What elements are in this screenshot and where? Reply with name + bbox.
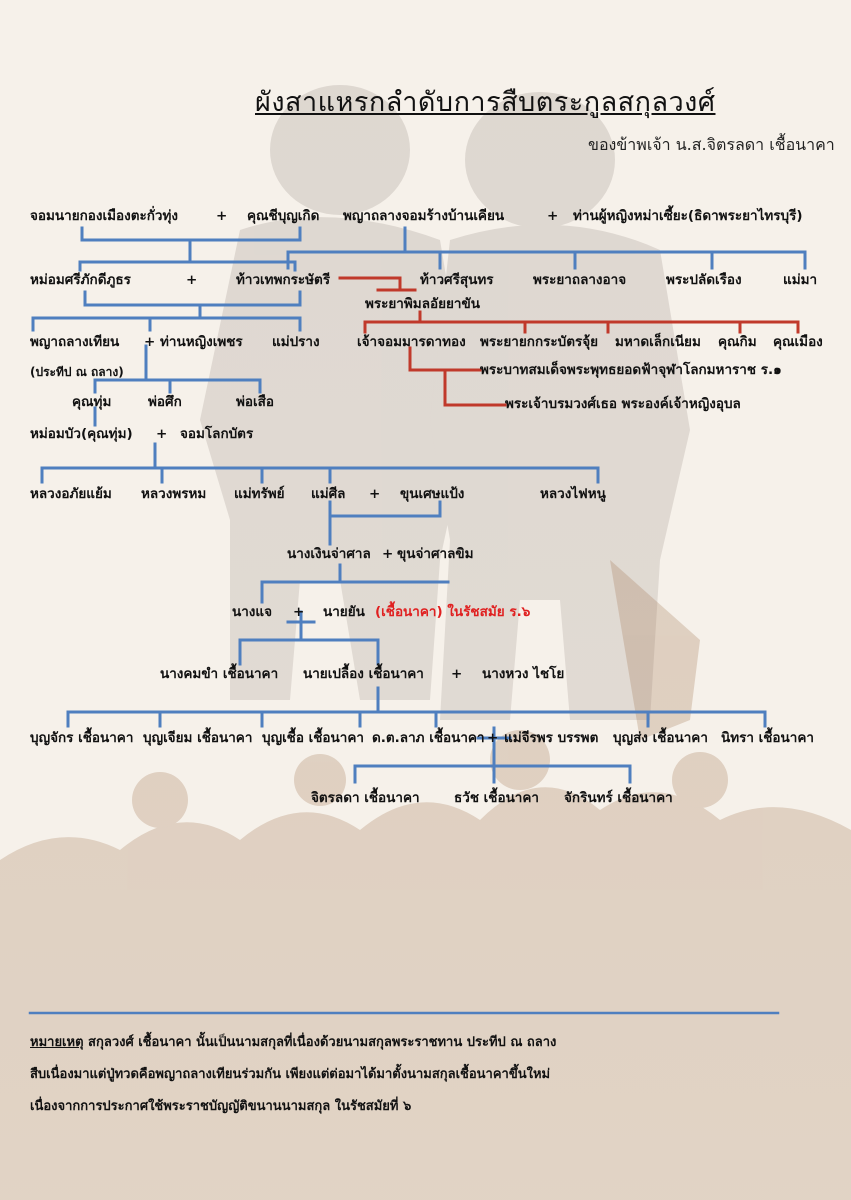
plus-sign: +: [216, 208, 228, 224]
plus-sign: +: [382, 546, 394, 562]
node-chitlada: จิตรลดา เชื้อนาคา: [311, 790, 420, 806]
plus-sign: +: [451, 666, 463, 682]
node-bunchiam: บุญเจียม เชื้อนาคา: [143, 730, 253, 746]
node-luang-fai-nu: หลวงไฟหนู: [540, 486, 606, 502]
node-thawat: ธวัช เชื้อนาคา: [454, 790, 539, 806]
plus-sign: +: [186, 272, 198, 288]
node-than-ying-phet: ท่านหญิงเพชร: [160, 334, 243, 350]
note-line-2: สืบเนื่องมาแต่ปู่ทวดคือพญาถลางเทียนร่วมกัน เพียงแต่ต่อมาได้มาตั้งนามสกุลเชื้อนาคาขึ้นใหม่: [30, 1067, 551, 1082]
node-nang-chae: นางแจ: [232, 604, 273, 620]
node-mom-si-phakdi: หม่อมศรีภักดีภูธร: [30, 272, 131, 288]
node-than-phuying-maseya: ท่านผู้หญิงหม่าเซี้ยะ(ธิดาพระยาไทรบุรี): [573, 208, 803, 224]
node-mae-sap: แม่ทรัพย์: [234, 486, 285, 502]
node-khun-thum: คุณทุ่ม: [72, 394, 112, 410]
note-text-1: สกุลวงศ์ เชื้อนาคา นั้นเป็นนามสกุลที่เนื่องด้วยนามสกุลพระราชทาน ประทีป ณ ถลาง: [83, 1035, 557, 1050]
node-thao-thep-kasatri: ท้าวเทพกระษัตรี: [236, 272, 331, 288]
note-line-3: เนื่องจากการประกาศใช้พระราชบัญญัติขนานนามสกุล ในรัชสมัยที่ ๖: [30, 1099, 412, 1114]
node-phraya-yokkrabat-chui: พระยายกกระบัตรจุ้ย: [480, 334, 599, 350]
node-khun-mueang: คุณเมือง: [773, 334, 823, 350]
node-nithra: นิทรา เชื้อนาคา: [721, 730, 814, 746]
plus-sign: +: [293, 604, 305, 620]
node-phra-palat-rueang: พระปลัดเรือง: [666, 272, 742, 288]
node-nang-khomkham: นางคมขำ เชื้อนาคา: [160, 666, 279, 682]
node-bunchak: บุญจักร เชื้อนาคา: [30, 730, 134, 746]
node-jomnai-kong: จอมนายกองเมืองตะกั่วทุ่ง: [30, 208, 178, 224]
surname-origin-label: (เชื้อนาคา) ในรัชสมัย ร.๖: [375, 604, 531, 620]
node-nang-huang: นางหวง ไชโย: [482, 666, 565, 682]
node-bunsong: บุญส่ง เชื้อนาคา: [613, 730, 708, 746]
node-mae-ma: แม่มา: [783, 272, 818, 288]
node-khun-chasan-khim: ขุนจ่าศาลขิม: [397, 546, 474, 562]
author-line: ของข้าพเจ้า น.ส.จิตรลดา เชื้อนาคา: [588, 135, 835, 154]
plus-sign: +: [156, 426, 168, 442]
node-nai-yan: นายยัน: [323, 604, 365, 620]
node-chao-chom-manda-thong: เจ้าจอมมารดาทอง: [357, 334, 466, 350]
node-bunchuea: บุญเชื้อ เชื้อนาคา: [262, 730, 364, 746]
node-king-rama-1: พระบาทสมเด็จพระพุทธยอดฟ้าจุฬาโลกมหาราช ร.๑: [480, 362, 782, 378]
node-dt-lap: ด.ต.ลาภ เชื้อนาคา: [372, 730, 485, 746]
node-pho-suek: พ่อศึก: [148, 394, 182, 410]
node-nai-plueang: นายเปลื้อง เชื้อนาคา: [303, 666, 424, 682]
node-khun-chi-bunkoed: คุณชีบุญเกิด: [247, 208, 320, 224]
plus-sign: +: [369, 486, 381, 502]
node-luang-phrom: หลวงพรหม: [141, 486, 207, 502]
prathip-na-thalang-note: (ประทีป ณ ถลาง): [30, 365, 124, 379]
note-label: หมายเหตุ: [30, 1035, 84, 1050]
page-title: ผังสาแหรกลำดับการสืบตระกูลสกุลวงศ์: [255, 87, 716, 118]
node-phaya-thalang-thian: พญาถลางเทียน: [30, 334, 120, 350]
plus-sign: +: [547, 208, 559, 224]
node-mae-prang: แม่ปราง: [272, 334, 320, 350]
node-mae-chiraporn: แม่จีรพร บรรพต: [504, 730, 599, 746]
node-khun-kim: คุณกิม: [718, 334, 757, 350]
node-khun-set-paeng: ขุนเศษแป้ง: [400, 486, 465, 502]
node-mae-sin: แม่ศีล: [311, 486, 346, 502]
plus-sign: +: [144, 334, 156, 350]
note-line-1: [30, 1034, 556, 1052]
node-thao-si-sunthon: ท้าวศรีสุนทร: [420, 272, 494, 288]
node-princess-ubon: พระเจ้าบรมวงศ์เธอ พระองค์เจ้าหญิงอุบล: [505, 396, 741, 412]
node-jom-lokbat: จอมโลกบัตร: [180, 426, 254, 442]
node-phraya-thalang-at: พระยาถลางอาจ: [533, 272, 627, 288]
node-pho-suea: พ่อเสือ: [236, 394, 274, 410]
node-nang-ngoen-chasan: นางเงินจ่าศาล: [287, 546, 371, 562]
node-phraya-phimon: พระยาพิมลอัยยาขัน: [365, 296, 480, 312]
node-chakkarin: จักรินทร์ เชื้อนาคา: [564, 790, 673, 806]
plus-sign: +: [487, 730, 499, 746]
node-mom-bua: หม่อมบัว(คุณทุ่ม): [30, 426, 133, 442]
node-mahatlek-niam: มหาดเล็กเนียม: [615, 334, 701, 350]
node-luang-aphai-yaem: หลวงอภัยแย้ม: [30, 486, 112, 502]
node-phaya-thalang-jomrang: พญาถลางจอมร้างบ้านเคียน: [343, 208, 505, 224]
